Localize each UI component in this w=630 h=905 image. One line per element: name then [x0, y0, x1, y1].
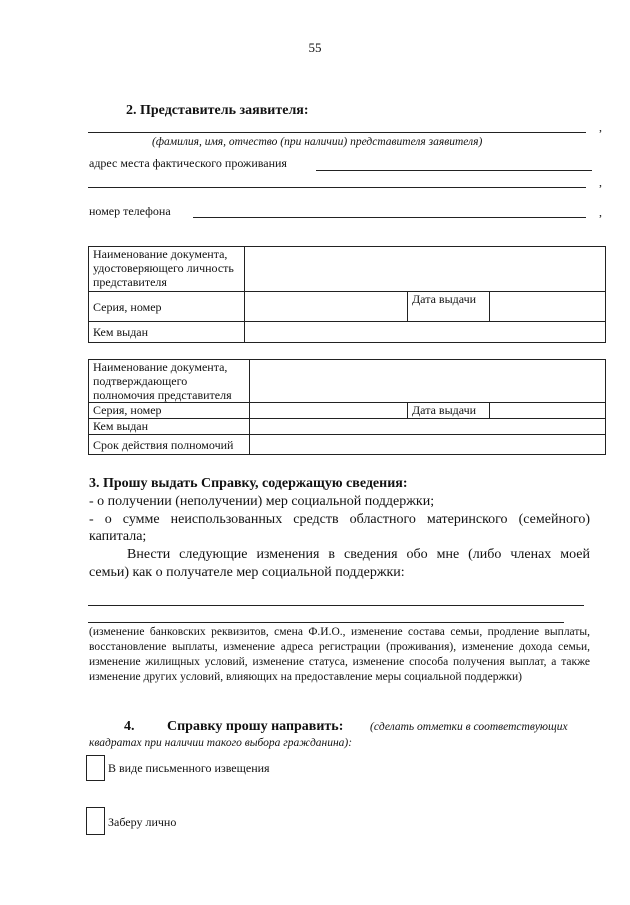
- issue-date-field[interactable]: [490, 292, 606, 322]
- changes-text-cont: семьи) как о получателе мер социальной поддержки:: [89, 565, 405, 580]
- comma: ,: [599, 205, 602, 219]
- pickup-in-person-checkbox[interactable]: [86, 807, 105, 835]
- written-notice-checkbox[interactable]: [86, 755, 105, 781]
- issued-by-field[interactable]: [245, 322, 606, 343]
- authority-document-table: [88, 359, 606, 455]
- doc-name-field[interactable]: [250, 360, 606, 403]
- issued-by-label: Кем выдан: [89, 322, 245, 343]
- comma: ,: [599, 175, 602, 189]
- table-row: [89, 292, 606, 322]
- changes-line-2[interactable]: [88, 622, 564, 623]
- address-label: адрес места фактического проживания: [89, 156, 287, 170]
- address-line-2[interactable]: [88, 187, 586, 188]
- comma: ,: [599, 120, 602, 134]
- table-row: [89, 403, 606, 419]
- request-item-1: - о получении (неполучении) мер социальной поддержки;: [89, 494, 435, 509]
- table-row: [89, 419, 606, 435]
- table-row: [89, 360, 606, 403]
- representative-name-hint: (фамилия, имя, отчество (при наличии) представителя заявителя): [152, 136, 483, 148]
- section-4-title: Справку прошу направить:: [167, 719, 344, 734]
- doc-name-label: Наименование документа, подтверждающего полномочия представителя: [89, 360, 250, 403]
- series-number-label: Серия, номер: [89, 292, 245, 322]
- section-3-title: 3. Прошу выдать Справку, содержащую сведения:: [89, 476, 408, 491]
- changes-note: (изменение банковских реквизитов, смена Ф.И.О., изменение состава семьи, продление выплаты, восстановление выплаты, изменение адреса регистрации (проживания), изменение дохода семьи, изменение жилищных условий, изменение статуса, изменение способа получения выплат, а также изменение других условий, влияющих на предоставление меры социальной поддержки): [89, 626, 590, 683]
- representative-name-line[interactable]: [88, 132, 586, 133]
- validity-label: Срок действия полномочий: [89, 435, 250, 455]
- doc-name-label: Наименование документа, удостоверяющего личность представителя: [89, 247, 245, 292]
- written-notice-label: В виде письменного извещения: [108, 761, 270, 775]
- issued-by-field[interactable]: [250, 419, 606, 435]
- table-row: [89, 435, 606, 455]
- phone-line[interactable]: [193, 217, 586, 218]
- series-number-field[interactable]: [250, 403, 408, 419]
- section-2-title: 2. Представитель заявителя:: [126, 103, 309, 118]
- identity-document-table: [88, 246, 606, 343]
- issue-date-label: Дата выдачи: [408, 403, 490, 419]
- address-line-1[interactable]: [316, 170, 592, 171]
- changes-text: Внести следующие изменения в сведения обо мне (либо членах моей: [127, 547, 590, 562]
- changes-line-1[interactable]: [88, 605, 584, 606]
- issued-by-label: Кем выдан: [89, 419, 250, 435]
- issue-date-label: Дата выдачи: [408, 292, 490, 322]
- page-number: 55: [308, 40, 322, 55]
- request-item-2: - о сумме неиспользованных средств областного материнского (семейного): [89, 512, 590, 527]
- table-row: [89, 322, 606, 343]
- request-item-2-cont: капитала;: [89, 529, 147, 544]
- series-number-label: Серия, номер: [89, 403, 250, 419]
- section-4-hint-cont: квадратах при наличии такого выбора гражданина):: [89, 737, 353, 749]
- section-4-number: 4.: [124, 719, 135, 734]
- phone-label: номер телефона: [89, 204, 171, 218]
- series-number-field[interactable]: [245, 292, 408, 322]
- table-row: [89, 247, 606, 292]
- issue-date-field[interactable]: [490, 403, 606, 419]
- doc-name-field[interactable]: [245, 247, 606, 292]
- pickup-in-person-label: Заберу лично: [108, 815, 177, 829]
- validity-field[interactable]: [250, 435, 606, 455]
- section-4-hint: (сделать отметки в соответствующих: [370, 721, 568, 733]
